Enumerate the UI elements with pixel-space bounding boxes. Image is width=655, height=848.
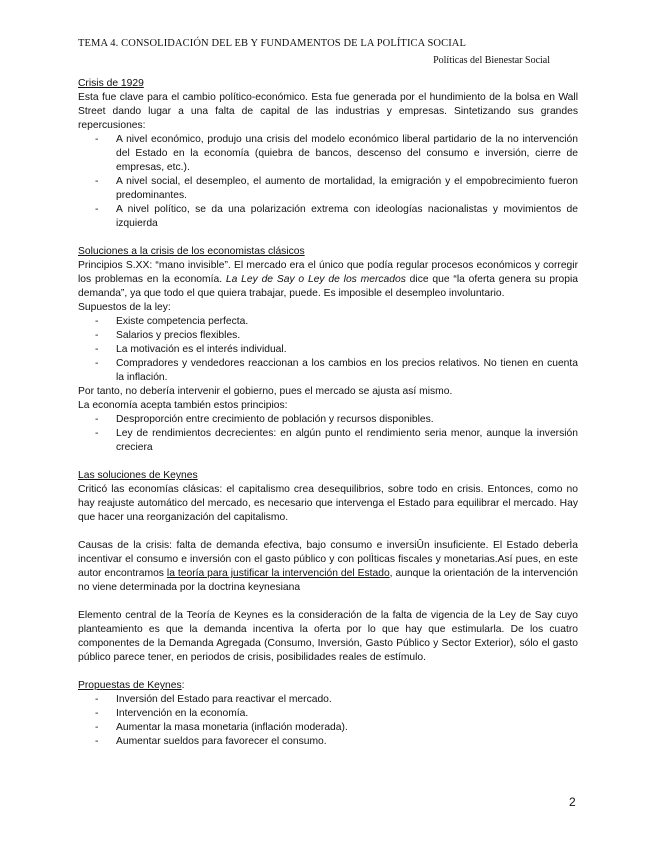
list-item: - La motivación es el interés individual. bbox=[78, 343, 578, 357]
list-item: - Aumentar la masa monetaria (inflación moderada). bbox=[78, 721, 578, 735]
header-subtitle: Políticas del Bienestar Social bbox=[433, 55, 550, 66]
principles-label: La economía acepta también estos principios: bbox=[78, 400, 288, 411]
paragraph-text: Principios S.XX: “mano invisible”. El mercado era el único que podía regular procesos económicos y corregir los problemas en la economía. bbox=[78, 260, 578, 285]
list-item: - Ley de rendimientos decrecientes: en algún punto el rendimiento seria menor, aunque la inversión creciera bbox=[78, 427, 578, 455]
paragraph-text: Causas de la crisis: falta de demanda efectiva, bajo consumo e inversiÛn insuficiente. El Estado deberÌa incentivar el consumo e inversión con el gasto público y con polÌticas fiscales y monetarias.Así pues, en este autor encontramos bbox=[78, 540, 578, 579]
page-number: 2 bbox=[569, 795, 576, 809]
crisis-intro: Esta fue clave para el cambio político-económico. Esta fue generada por el hundimiento de la bolsa en Wall Street dando lugar a una falta de capital de las industrias y empresas. Sintetizando sus grandes repercusiones: bbox=[78, 92, 578, 131]
assumptions-list bbox=[78, 315, 578, 385]
document-body bbox=[78, 77, 578, 749]
section-heading-keynes: Las soluciones de Keynes bbox=[78, 470, 198, 481]
section-heading-proposals: Propuestas de Keynes bbox=[78, 680, 182, 691]
paragraph-text: dice que “la oferta genera su propia demanda”, ya que todo el que quiera trabajar, puede. Es imposible el desempleo involuntario. bbox=[78, 274, 578, 299]
list-item: - Existe competencia perfecta. bbox=[78, 315, 578, 329]
list-item: - Desproporción entre crecimiento de población y recursos disponibles. bbox=[78, 413, 578, 427]
principles-list bbox=[78, 413, 578, 455]
paragraph-text: , aunque la orientación de la intervención no viene determinada por la doctrina keynesiana bbox=[78, 568, 579, 593]
list-item: - Salarios y precios flexibles. bbox=[78, 329, 578, 343]
say-law-emphasis: La Ley de Say o Ley de los mercados bbox=[225, 274, 406, 285]
classical-conclusion: Por tanto, no debería intervenir el gobierno, pues el mercado se ajusta así mismo. bbox=[78, 386, 453, 397]
section-heading-crisis-1929: Crisis de 1929 bbox=[78, 78, 144, 89]
keynes-paragraph-2 bbox=[78, 539, 578, 595]
crisis-repercussions-list bbox=[78, 133, 578, 231]
proposals-list bbox=[78, 693, 578, 749]
list-item: - A nivel económico, produjo una crisis del modelo económico liberal partidario de la no intervención del Estado en la economía (quiebra de bancos, descenso del consumo e inversión, cierre de empresas, etc.). bbox=[78, 133, 578, 175]
list-item: - Intervención en la economía. bbox=[78, 707, 578, 721]
list-item: - Compradores y vendedores reaccionan a los cambios en los precios relativos. No tienen en cuenta la inflación. bbox=[78, 357, 578, 385]
proposals-heading-line bbox=[78, 679, 578, 693]
section-heading-classical: Soluciones a la crisis de los economistas clásicos bbox=[78, 246, 305, 257]
list-item: - Aumentar sueldos para favorecer el consumo. bbox=[78, 735, 578, 749]
heading-colon: : bbox=[181, 680, 185, 691]
list-item: - A nivel social, el desempleo, el aumento de mortalidad, la emigración y el empobrecimiento fueron predominantes. bbox=[78, 175, 578, 203]
classical-paragraph bbox=[78, 259, 578, 301]
assumptions-label: Supuestos de la ley: bbox=[78, 302, 171, 313]
header-title: TEMA 4. CONSOLIDACIÓN DEL EB Y FUNDAMENTOS DE LA POLÍTICA SOCIAL bbox=[78, 38, 466, 49]
list-item: - A nivel político, se da una polarización extrema con ideologías nacionalistas y movimientos de izquierda bbox=[78, 203, 578, 231]
keynes-underlined-phrase: la teoría para justificar la intervención del Estado bbox=[166, 568, 390, 579]
keynes-paragraph-1: Criticó las economías clásicas: el capitalismo crea desequilibrios, sobre todo en crisis. Entonces, como no hay reajuste automático del mercado, es necesario que intervenga el Estado para equilibrar el mercado. Hay que hacer una reorganización del capitalismo. bbox=[78, 484, 578, 523]
keynes-paragraph-3: Elemento central de la Teoría de Keynes es la consideración de la falta de vigencia de la Ley de Say cuyo planteamiento es que la demanda incentiva la oferta por lo que hay que estimularla. De los cuatro componentes de la Demanda Agregada (Consumo, Inversión, Gasto Público y Sector Exterior), sólo el gasto público parece tener, en periodos de crisis, posibilidades reales de estímulo. bbox=[78, 610, 578, 663]
list-item: - Inversión del Estado para reactivar el mercado. bbox=[78, 693, 578, 707]
